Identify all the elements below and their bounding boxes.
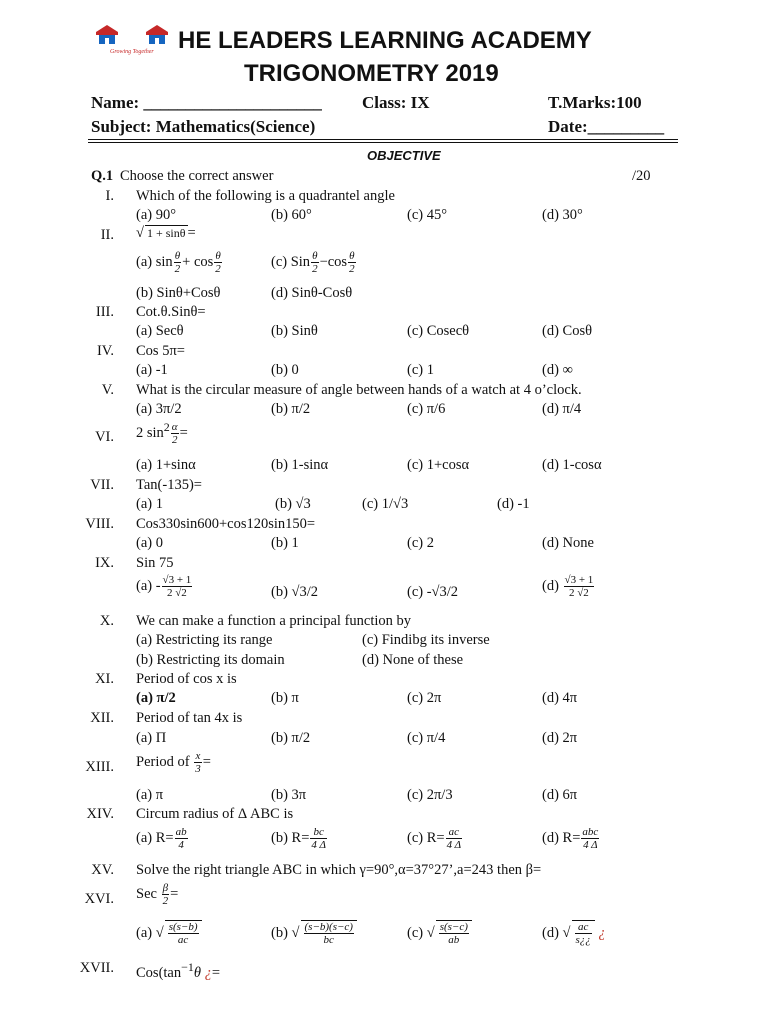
- item-number: VII.: [90, 477, 114, 493]
- name-field: Name: _____________________: [91, 93, 322, 112]
- item-number: VIII.: [85, 516, 114, 532]
- option-b: (b) 3π: [271, 787, 307, 803]
- option-b: (b) 1: [271, 535, 299, 551]
- option-d: (d) R= $\frac{\text{abc}}{4 \Delta}$: [542, 826, 599, 851]
- option-d: (d) None: [542, 535, 594, 551]
- option-d: (d) Sinθ-Cosθ: [271, 285, 353, 301]
- option-a: (a) Secθ: [136, 323, 184, 339]
- item-number: XII.: [90, 710, 114, 726]
- option-a: (a) Π: [136, 730, 167, 746]
- option-a: (a) √ $\frac{s(s-b)}{ac}$: [136, 920, 202, 946]
- item-question-formula: √ 1 + sinθ =: [136, 225, 196, 241]
- option-d: (d) 4π: [542, 690, 578, 706]
- item-question: Cot.θ.Sinθ=: [136, 304, 206, 320]
- section-title: OBJECTIVE: [367, 148, 441, 163]
- item-question-formula: $Cos(\tan^{-1}\theta$ ¿=: [136, 960, 221, 981]
- item-question: Sin 75: [136, 555, 174, 571]
- option-b: (b) Restricting its domain: [136, 652, 285, 668]
- question-label: Q.1: [91, 168, 114, 184]
- option-b: (b) 0: [271, 362, 299, 378]
- item-question-formula: Sec $\frac{\beta}{2}$ =: [136, 882, 179, 907]
- option-d: (d) -1: [497, 496, 530, 512]
- item-question: 2 sin: [136, 424, 164, 441]
- option-b: (b) Sinθ: [271, 323, 318, 339]
- item-number: XVI.: [84, 891, 114, 907]
- option-a: (a) π/2: [136, 690, 176, 706]
- item-question-formula: 2 $\sin^2$ $\frac{\alpha}{2}$ =: [136, 420, 188, 446]
- option-b: (b) π/2: [271, 401, 311, 417]
- option-d: (d) 1-cosα: [542, 457, 602, 473]
- option-a: (a) R= $\frac{ab}{4}$: [136, 826, 187, 851]
- option-b-text: (b) R=: [271, 829, 310, 846]
- header-rule: [88, 139, 678, 140]
- item-question: Period of tan 4x is: [136, 710, 243, 726]
- item-question: Cos330sin600+cos120sin150=: [136, 516, 316, 532]
- option-c: (c) 1: [407, 362, 434, 378]
- option-b: (b) √ $\frac{(s-b)(s-c)}{bc}$: [271, 920, 357, 946]
- option-d: (d) ∞: [542, 362, 573, 378]
- option-a: (a) 1: [136, 496, 163, 512]
- item-number: IX.: [95, 555, 114, 571]
- item-question: Period of: [136, 753, 190, 770]
- option-c: (c) √ $\frac{s(s-c)}{ab}$: [407, 920, 472, 946]
- option-d: (d) $\frac{√3 + 1}{2 √2}$: [542, 574, 594, 599]
- item-question: Period of cos x is: [136, 671, 237, 687]
- option-b: (b) √3/2: [271, 584, 319, 600]
- option-d-text: (d) R=: [542, 829, 581, 846]
- date-field: Date:_________: [548, 117, 665, 136]
- option-a-text: (a): [136, 924, 153, 941]
- option-d-text: (d): [542, 924, 559, 941]
- option-c: (c) Cosecθ: [407, 323, 470, 339]
- option-a: (a) - $\frac{√3 + 1}{2 √2}$: [136, 574, 192, 599]
- option-a-text: (a) -: [136, 577, 161, 594]
- item-question: Solve the right triangle ABC in which γ=90°,α=37°27’,a=243 then β=: [136, 862, 542, 878]
- option-d: (d) 2π: [542, 730, 578, 746]
- option-a: (a) -1: [136, 362, 168, 378]
- option-c: (c) 45°: [407, 207, 448, 223]
- option-c-text: (c) Sin: [271, 253, 311, 270]
- item-question: Cos 5π=: [136, 343, 185, 359]
- item-number: VI.: [95, 429, 114, 445]
- option-a-text: (a) sin: [136, 253, 173, 270]
- item-number: V.: [101, 382, 114, 398]
- option-d: (d) Cosθ: [542, 323, 593, 339]
- item-question: We can make a function a principal function by: [136, 613, 412, 629]
- exam-title: TRIGONOMETRY 2019: [244, 60, 499, 87]
- option-d: (d) None of these: [362, 652, 464, 668]
- option-d: (d) π/4: [542, 401, 582, 417]
- item-number: IV.: [96, 343, 114, 359]
- option-c-text: (c) R=: [407, 829, 445, 846]
- item-number: I.: [105, 188, 114, 204]
- item-number: XI.: [95, 671, 114, 687]
- option-a: (a) 0: [136, 535, 163, 551]
- option-b: (b) √3: [275, 496, 311, 512]
- subject-field: Subject: Mathematics(Science): [91, 117, 316, 136]
- option-b: (b) R= $\frac{bc}{4 \Delta}$: [271, 826, 326, 851]
- option-d-text: (d): [542, 577, 559, 594]
- item-question-formula: Period of $\frac{x}{3}$ =: [136, 750, 211, 775]
- question-marks: /20: [632, 168, 651, 184]
- option-d: (d) 6π: [542, 787, 578, 803]
- option-a: (a) 1+sinα: [136, 457, 196, 473]
- option-a: (a) π: [136, 787, 164, 803]
- option-d: (d) √ $\frac{ac}{s¿¿}$ ¿: [542, 921, 606, 946]
- option-c: (c) 1+cosα: [407, 457, 470, 473]
- item-question: Cos(tan: [136, 964, 182, 981]
- option-b: (b) Sinθ+Cosθ: [136, 285, 221, 301]
- option-c: (c) π/6: [407, 401, 446, 417]
- item-number: XIV.: [86, 806, 114, 822]
- item-number: XV.: [91, 862, 114, 878]
- item-number: XIII.: [85, 759, 114, 775]
- option-d: (d) 30°: [542, 207, 583, 223]
- option-a: (a) Restricting its range: [136, 632, 273, 648]
- option-b: (b) π/2: [271, 730, 311, 746]
- item-number: X.: [99, 613, 114, 629]
- class-field: Class: IX: [362, 93, 430, 112]
- option-b-text: (b): [271, 924, 288, 941]
- item-question: Circum radius of Δ ABC is: [136, 806, 294, 822]
- option-a: (a) sin $\frac{\theta}{2}$ + cos $\frac{\theta}{2}$: [136, 250, 221, 275]
- option-c: (c) 2: [407, 535, 434, 551]
- option-c: (c) Sin $\frac{\theta}{2}$ −cos $\frac{\theta}{2}$: [271, 250, 355, 275]
- option-a: (a) 90°: [136, 207, 177, 223]
- option-c: (c) 2π/3: [407, 787, 453, 803]
- option-c-text: (c): [407, 924, 424, 941]
- item-number: III.: [95, 304, 114, 320]
- logo-tagline: Growing Together: [110, 49, 154, 55]
- option-c: (c) π/4: [407, 730, 446, 746]
- academy-logo-right-icon: [144, 22, 170, 48]
- option-b: (b) π: [271, 690, 299, 706]
- option-a: (a) 3π/2: [136, 401, 182, 417]
- option-c: (c) Findibg its inverse: [362, 632, 490, 648]
- header-rule-2: [88, 142, 678, 143]
- item-question: Tan(-135)=: [136, 477, 202, 493]
- marks-field: T.Marks:100: [548, 93, 642, 112]
- option-b: (b) 1-sinα: [271, 457, 329, 473]
- item-question: What is the circular measure of angle between hands of a watch at 4 o’clock.: [136, 382, 582, 398]
- option-c: (c) R= $\frac{ac}{4 \Delta}$: [407, 826, 462, 851]
- item-question: Which of the following is a quadrantel angle: [136, 188, 395, 204]
- question-instruction: Choose the correct answer: [120, 168, 274, 184]
- academy-logo-left-icon: [94, 22, 120, 48]
- option-c: (c) 2π: [407, 690, 442, 706]
- school-title: HE LEADERS LEARNING ACADEMY: [178, 27, 592, 54]
- item-number: XVII.: [79, 960, 114, 976]
- option-a-text: (a) R=: [136, 829, 174, 846]
- option-c: (c) -√3/2: [407, 584, 459, 600]
- item-number: II.: [100, 227, 114, 243]
- option-c: (c) 1/√3: [362, 496, 409, 512]
- item-question: Sec: [136, 885, 157, 902]
- option-b: (b) 60°: [271, 207, 312, 223]
